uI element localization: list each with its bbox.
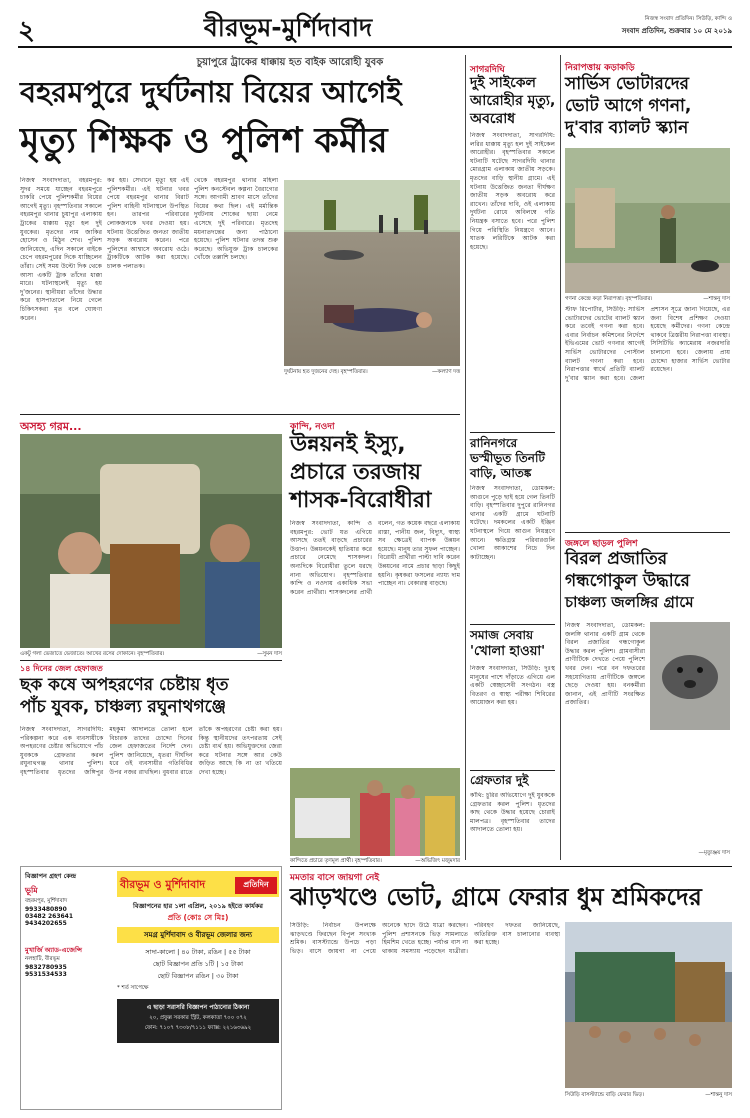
ad-main-office-phone: ফোন: ৭১০৭ ৭৩০৮/৭১১১ ফ্যাক্স: ২২১৬৩৬৯২ [144, 1025, 252, 1031]
ad-office1-phone-1: 9933480890 [25, 906, 67, 913]
page-number: ২ [18, 16, 35, 46]
ad-main-office [117, 999, 279, 1043]
bus-crowd-icon [565, 922, 732, 1088]
kandi-body: নিজস্ব সংবাদদাতা, কান্দি ও বহরমপুর: ভোট যত এগিয়ে আসছে ততই বাড়ছে প্রচারের উত্তাপ। উন্নয়নকেই হাতিয়ার করে প্রচারে নেমেছে শাসকদল। অন্যদিকে বিরোধীরা তুলে ধরছে নানা অভিযোগ। বৃহস্পতিবার কান্দি ও নওদায় একাধিক সভা করেন প্রার্থীরা। শাসকদলের প্রার্থী বলেন, গত কয়েক বছরে এলাকায় রাস্তা, পানীয় জল, বিদ্যুৎ, স্বাস্থ্য সব ক্ষেত্রেই ব্যাপক উন্নয়ন হয়েছে। মানুষ তার সুফল পাচ্ছেন। বিরোধী প্রার্থীরা পাল্টা দাবি করেন উন্নয়নের নামে প্রচার ছাড়া কিছুই হয়নি। কৃষকরা ফসলের ন্যায্য দাম পাচ্ছেন না। বেকারত্ব বাড়ছে। [290, 520, 460, 596]
masthead-info-1: নিজস্ব সংবাদ প্রতিদিন। সিউড়ি, কান্দি ও [644, 16, 732, 22]
ballot-headline-3: দু'বার ব্যালট স্ক্যান [565, 118, 689, 138]
jharkhand-kicker: মমতার বাসে জায়গা নেই [290, 873, 380, 883]
society-kicker: সমাজ সেবায় [470, 628, 534, 642]
fire-body: নিজস্ব সংবাদদাতা, ডোমকল: আগুনে পুড়ে ছাই হয়ে গেল তিনটি বাড়ি। বৃহস্পতিবার দুপুরে রানিনগর থানার একটি গ্রামে ঘটনাটি ঘটেছে। দমকলের একটি ইঞ্জিন ঘটনাস্থলে গিয়ে আগুন নিয়ন্ত্রণে আনে। ক্ষতিগ্রস্ত পরিবারগুলি খোলা আকাশের নিচে দিন কাটাচ্ছেন। [470, 485, 555, 561]
sagardighi-body: নিজস্ব সংবাদদাতা, সাগরদিঘি: লরির ধাক্কায় মৃত্যু হল দুই সাইকেল আরোহীর। বৃহস্পতিবার সকালে ঘটনাটি ঘটেছে সাগরদিঘি থানার মোরগ্রাম এলাকায় জাতীয় সড়কে। মৃতদের বাড়ি স্থানীয় গ্রামে। এই ঘটনায় উত্তেজিত জনতা দীর্ঘক্ষণ জাতীয় সড়ক অবরোধ করে রাখেন। তাঁদের দাবি, ওই এলাকায় দুর্ঘটনা রোধে অবিলম্বে গতি নিয়ন্ত্রক বসাতে হবে। পরে পুলিশ গিয়ে পরিস্থিতি নিয়ন্ত্রণে আনে। ঘাতক লরিটিকে আটক করা হয়েছে। [470, 132, 555, 251]
wildlife-headline-3: চাঞ্চল্য জলঙ্গির গ্রামে [565, 593, 694, 611]
arrest-headline: গ্রেফতার দুই [470, 773, 529, 787]
kandi-headline-3: শাসক-বিরোধীরা [290, 488, 432, 513]
ad-main-office-addr: ২০, প্রফুল্ল সরকার স্ট্রিট, কলকাতা ৭০০ ০৭২ [149, 1015, 247, 1021]
ad-office1-addr: বহরমপুর, মুর্শিদাবাদ [25, 898, 68, 904]
kandi-headline-2: প্রচারে তরজায় [290, 460, 421, 485]
ad-brand-logo: প্রতিদিন [235, 877, 277, 894]
arrest-body: কাঁথি: চুরির অভিযোগে দুই যুবককে গ্রেফতার করল পুলিশ। ধৃতদের কাছ থেকে উদ্ধার হয়েছে চোরাই মালপত্র। বৃহস্পতিবার তাদের আদালতে তোলা হয়। [470, 792, 555, 834]
campaign-crowd-icon [290, 768, 460, 856]
heat-credit: —সুমন দাস [257, 651, 282, 657]
sugarcane-juice-icon [20, 434, 282, 648]
campaign-credit: —অভিজিৎ মজুমদার [415, 858, 460, 864]
kidnap-headline-2: পাঁচ যুবক, চাঞ্চল্য রঘুনাথগঞ্জে [20, 697, 226, 717]
fire-headline-1: রানিনগরে [470, 436, 518, 450]
ad-coverage: সমগ্র মুর্শিদাবাদ ও বীরভূম জেলার জন্য [117, 927, 279, 943]
jharkhand-body: সিউড়ি: নির্বাচন উপলক্ষে ঝাড়খণ্ডে ফিরছেন বিপুল সংখ্যক শ্রমিক। বাসস্ট্যান্ডে উপচে পড়া ভিড়। বাসে জায়গা না পেয়ে অনেকে ছাদে উঠে যাত্রা করছেন। পুলিশ প্রশাসনকে ভিড় সামলাতে হিমশিম খেতে হচ্ছে। পর্যাপ্ত বাস না থাকায় সমস্যায় পড়েছেন যাত্রীরা। পরিবহণ দফতর জানিয়েছে, অতিরিক্ত বাস চালানোর ব্যবস্থা করা হচ্ছে। [290, 922, 560, 955]
jharkhand-caption: সিউড়ি বাসস্ট্যান্ডে বাড়ি ফেরার ভিড়। [565, 1092, 645, 1098]
ad-office1-phone-3: 9434202655 [25, 920, 67, 927]
sugarcane-photo [20, 434, 282, 648]
lead-headline-1: বহরমপুরে দুর্ঘটনায় বিয়ের আগেই [20, 75, 402, 109]
accident-scene-icon [284, 180, 460, 366]
arrest-top-rule [470, 770, 555, 771]
bus-stand-photo [565, 922, 732, 1088]
ad-main-office-label: এ ছাড়া সরাসরি বিজ্ঞাপন পাঠানোর ঠিকানা [146, 1004, 250, 1011]
masthead-rule [18, 46, 732, 48]
col-divider-1 [465, 55, 466, 860]
security-guard-icon [565, 148, 730, 293]
society-top-rule [470, 624, 555, 625]
lead-body-col2: কর হয়। সেখানে মৃত্যু হয় এই পুলিশকর্মীর। এই ঘটনার খবর পেয়ে বহরমপুর থানার বিরাট পুলিশ বাহিনী ঘটনাস্থলে উপস্থিত হন। তারপর পরিবারের লোকজনকে খবর দেওয়া হয়। ঘটনায় উত্তেজিত জনতা জাতীয় সড়ক অবরোধ করেন। পরে পুলিশের আশ্বাসে অবরোধ ওঠে। ট্রাকটিকে আটক করা হয়েছে। চালক পলাতক। [107, 177, 189, 270]
lead-body-col3: থেকে বহরমপুর থানার মহিলা পুলিশ কনস্টেবল কল্পনা বৈরাগ্যের সঙ্গে। আগামী শ্রাবণ মাসে তাঁদের বিয়ের কথা ছিল। এই মর্মান্তিক দুর্ঘটনায় শোকের ছায়া নেমে এসেছে দুই পরিবারে। মৃতদেহ ময়নাতদন্তের জন্য পাঠানো হয়েছে। পুলিশ ঘটনার তদন্ত শুরু করেছে। অভিযুক্ত ট্রাক চালকের খোঁজে তল্লাশি চলছে। [194, 177, 278, 262]
civet-icon [650, 622, 730, 730]
ad-rate-1: সাদা-কালো | ৪০ টাকা, রঙিন | ৫৫ টাকা [145, 948, 251, 956]
accident-photo-credit: —কল্যাণ দত্ত [432, 369, 460, 375]
ad-office2 [25, 945, 115, 978]
fire-top-rule [470, 432, 555, 433]
ballot-headline-1: সার্ভিস ভোটারদের [565, 74, 689, 94]
kidnap-body: নিজস্ব সংবাদদাতা, সাগরদিঘি: পরিকল্পনা করে এক ব্যবসায়ীকে অপহরণের চেষ্টার অভিযোগে পাঁচ যুবককে গ্রেফতার করল রঘুনাথগঞ্জ থানার পুলিশ। বৃহস্পতিবার ধৃতদের জঙ্গিপুর মহকুমা আদালতে তোলা হলে বিচারক তাদের চোদ্দো দিনের জেল হেফাজতের নির্দেশ দেন। পুলিশ জানিয়েছে, ধৃতরা দীর্ঘদিন ধরে ওই ব্যবসায়ীর গতিবিধির উপর নজর রাখছিল। বুধবার রাতে তাঁকে অপহরণের চেষ্টা করা হয়। কিন্তু স্থানীয়দের তৎপরতায় সেই চেষ্টা ব্যর্থ হয়। অভিযুক্তদের জেরা করে ঘটনার সঙ্গে আর কেউ জড়িত আছে কি না তা খতিয়ে দেখা হচ্ছে। [20, 726, 282, 776]
campaign-caption: কান্দিতে প্রচারে তৃণমূল প্রার্থী। বৃহস্পতিবার। [290, 858, 382, 864]
sagardighi-kicker: সাগরদিঘি [470, 65, 505, 75]
kidnap-top-rule [20, 660, 282, 661]
ad-banner [117, 871, 279, 897]
wildlife-credit: —মৃত্যুঞ্জয় দাস [698, 850, 730, 856]
ad-office-header: বিজ্ঞাপন গ্রহণ কেন্দ্র [25, 872, 77, 880]
masthead-info-2: সংবাদ প্রতিদিন, শুক্রবার ১০ মে ২০১৯ [621, 27, 732, 35]
society-body: নিজস্ব সংবাদদাতা, সিউড়ি: দুঃস্থ মানুষের পাশে দাঁড়াতে এগিয়ে এল একটি স্বেচ্ছাসেবী সংগঠন। বস্ত্র বিতরণ ও স্বাস্থ্য পরীক্ষা শিবিরের আয়োজন করা হয়। [470, 665, 555, 707]
wildlife-top-rule [565, 532, 730, 533]
ad-office2-name: মুখার্জি অ্যাড-এজেন্সি [25, 946, 82, 954]
civet-photo [650, 622, 730, 730]
jharkhand-credit: —শান্তনু দাস [705, 1092, 732, 1098]
heat-kicker: অসহ্য গরম... [20, 420, 82, 433]
lead-bottom-rule [20, 414, 460, 415]
lead-headline-2: মৃত্যু শিক্ষক ও পুলিশ কর্মীর [20, 121, 388, 161]
ad-office1-name: ভূমি [25, 886, 38, 895]
ad-rate-3: ছোট বিজ্ঞাপন রঙিন | ৩০ টাকা [157, 972, 239, 980]
lead-body-col1: নিজস্ব সংবাদদাতা, বহরমপুর: সুদর সময়ে যাচ্ছেন বহরমপুরে চাকরি পেয়ে পুলিশকর্মীর বিয়ের আগেই মৃত্যু। বৃহস্পতিবার সকালে বহরমপুর থানার চুয়াপুর এলাকায় ট্রাকের ধাক্কায় মৃত্যু হল দুই যুবকের। মৃতদের নাম জাকির হোসেন ও মিঠুন শেখ। পুলিশ জানিয়েছে, এদিন সকালে বাইকে চেপে বহরমপুরের দিকে যাচ্ছিলেন তাঁরা। সেই সময় উল্টো দিক থেকে আসা একটি ট্রাক তাঁদের ধাক্কা মারে। ঘটনাস্থলেই মৃত্যু হয় দু'জনের। স্থানীয়রা তাঁদের উদ্ধার করে হাসপাতালে নিয়ে গেলে চিকিৎসকরা মৃত বলে ঘোষণা করেন। [20, 177, 102, 322]
society-headline: 'খোলা হাওয়া' [470, 644, 546, 659]
sagardighi-headline-3: অবরোধ [470, 111, 516, 127]
kandi-headline-1: উন্নয়নই ইস্যু, [290, 432, 406, 457]
jharkhand-headline: ঝাড়খণ্ডে ভোট, গ্রামে ফেরার ধুম শ্রমিকদের [290, 883, 702, 911]
ad-rate-label: প্রতি (কোঃ সে মিঃ) [167, 913, 229, 922]
ad-office1-phone-2: 03482 263641 [25, 913, 74, 920]
ballot-photo-caption: গণনা কেন্দ্রে কড়া নিরাপত্তা। বৃহস্পতিবার। [565, 296, 653, 302]
wildlife-headline-2: গন্ধগোকুল উদ্ধারে [565, 571, 690, 591]
accident-photo-caption: দুর্ঘটনায় হত দুজনের দেহ। বৃহস্পতিবার। [284, 369, 368, 375]
ad-office2-phone-1: 9832780935 [25, 964, 67, 971]
wildlife-body-col2 [650, 734, 730, 846]
sagardighi-headline-1: দুই সাইকেল [470, 75, 536, 91]
heat-caption: একটু গলা ভেজাতে ভেজাতে। আখের রসের দোকানে। বৃহস্পতিবার। [20, 651, 165, 657]
ad-footnote: * শর্ত সাপেক্ষে [117, 985, 149, 991]
ad-office2-addr: নলহাটি, বীরভূম [25, 956, 60, 962]
fire-headline-3: বাড়ি, আতঙ্ক [470, 466, 532, 480]
jharkhand-top-rule [290, 866, 732, 867]
lead-kicker: চুয়াপুরে ট্রাকের ধাক্কায় হত বাইক আরোহী যুবক [196, 57, 384, 68]
ballot-headline-2: ভোট আগে গণনা, [565, 96, 692, 116]
ad-box[interactable] [20, 866, 282, 1110]
fire-headline-2: ভস্মীভূত তিনটি [470, 451, 545, 465]
ballot-photo-credit: —শান্তনু দাস [703, 296, 730, 302]
ad-rate-2: ছোট বিজ্ঞাপন প্রতি ১টি | ১৫ টাকা [153, 960, 243, 968]
kidnap-kicker: ১৪ দিনের জেল হেফাজত [20, 664, 103, 673]
counting-centre-photo [565, 148, 730, 293]
sagardighi-headline-2: আরোহীর মৃত্যু, [470, 93, 556, 109]
wildlife-body: নিজস্ব সংবাদদাতা, ডোমকল: জলঙ্গি থানার একটি গ্রাম থেকে বিরল প্রজাতির গন্ধগোকুল উদ্ধার করল পুলিশ। গ্রামবাসীরা প্রাণীটিকে দেখতে পেয়ে পুলিশে খবর দেন। পরে বন দফতরের সহযোগিতায় প্রাণীটিকে জঙ্গলে ছেড়ে দেওয়া হয়। বনকর্মীরা জানান, এই প্রাণীটি সংরক্ষিত প্রজাতির। [565, 622, 645, 707]
campaign-photo [290, 768, 460, 856]
wildlife-kicker: জঙ্গলে ছাড়ল পুলিশ [565, 539, 638, 549]
ad-subtitle: বিজ্ঞাপনের হার ১লা এপ্রিল, ২০১৯ হইতে কার্যকর [133, 902, 263, 910]
kidnap-headline-1: ছক কষে অপহরণের চেষ্টায় ধৃত [20, 675, 229, 695]
ballot-kicker: নিরাপত্তায় কড়াকড়ি [565, 63, 635, 73]
ad-office2-phone-2: 9531534533 [25, 971, 67, 978]
masthead [18, 8, 732, 48]
masthead-title: বীরভূম-মুর্শিদাবাদ [203, 13, 373, 42]
kandi-kicker: কান্দি, নওদা [290, 422, 335, 432]
wildlife-headline-1: বিরল প্রজাতির [565, 549, 668, 569]
ballot-body: স্টাফ রিপোর্টার, সিউড়ি: সার্ভিস ভোটারদের ভোটের ব্যালট স্ক্যান করে তবেই গণনা করা হবে। এবার নির্বাচন কমিশনের নির্দেশে ইভিএমের ভোট গণনার আগেই সার্ভিস ভোটারদের পোস্টাল ব্যালট গণনা করা হবে। নিরাপত্তার স্বার্থে প্রতিটি ব্যালট দু'বার স্ক্যান করা হবে। জেলা প্রশাসন সূত্রে জানা গিয়েছে, এর জন্য বিশেষ প্রশিক্ষণ দেওয়া হয়েছে কর্মীদের। গণনা কেন্দ্রে থাকবে ত্রিস্তরীয় নিরাপত্তা ব্যবস্থা। সিসিটিভি ক্যামেরায় নজরদারি চালানো হবে। জেলায় প্রায় চোদ্দো হাজার সার্ভিস ভোটার রয়েছেন। [565, 306, 730, 382]
col-divider-2 [560, 55, 561, 860]
accident-photo [284, 180, 460, 366]
ad-banner-title: বীরভূম ও মুর্শিদাবাদ [120, 878, 206, 891]
ad-office1 [25, 885, 115, 927]
